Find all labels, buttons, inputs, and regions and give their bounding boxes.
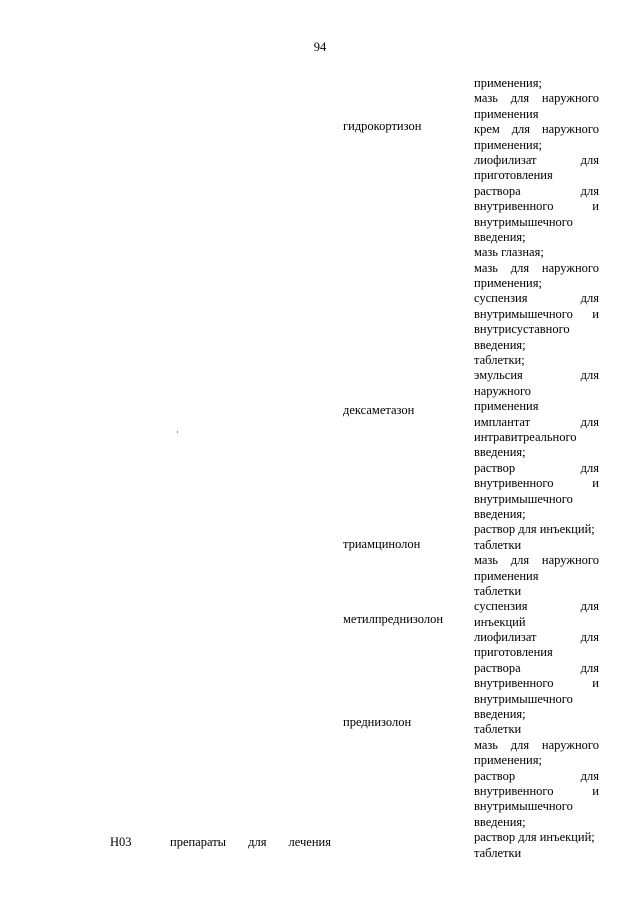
form-line: таблетки: [474, 537, 522, 552]
form-line: таблетки: [474, 722, 522, 737]
atc-group-title: [170, 835, 331, 850]
dosage-forms-column: [474, 76, 599, 861]
form-line: внутривенного и: [474, 676, 599, 691]
form-line: внутримышечного: [474, 799, 573, 814]
form-line: внутримышечного: [474, 214, 573, 229]
form-line: введения;: [474, 814, 526, 829]
drug-name-prednisolone: преднизолон: [343, 715, 412, 729]
form-line: внутривенного и: [474, 476, 599, 491]
page-number: 94: [313, 40, 327, 54]
form-line: мазь глазная;: [474, 245, 544, 260]
form-line: мазь для наружного: [474, 737, 599, 752]
atc-group-word: препараты: [170, 835, 227, 849]
drug-name-triamcinolone: триамцинолон: [343, 537, 421, 551]
form-line: суспензия для: [474, 599, 599, 614]
form-line: наружного: [474, 383, 532, 398]
form-line: применения;: [474, 137, 542, 152]
form-line: введения;: [474, 445, 526, 460]
form-line: имплантат для: [474, 414, 599, 429]
form-line: применения;: [474, 76, 542, 90]
form-line: внутримышечного: [474, 691, 573, 706]
form-line: инъекций: [474, 614, 526, 629]
form-line: применения: [474, 399, 539, 414]
form-line: мазь для наружного: [474, 553, 599, 568]
form-line: применения;: [474, 753, 542, 768]
form-line: внутривенного и: [474, 199, 599, 214]
form-line: раствор для: [474, 768, 599, 783]
form-line: эмульсия для: [474, 368, 599, 383]
form-line: приготовления: [474, 645, 553, 660]
form-line: применения: [474, 568, 539, 583]
form-line: раствора для: [474, 660, 599, 675]
form-line: введения;: [474, 506, 526, 521]
form-line: раствор для инъекций;: [474, 522, 595, 537]
form-line: раствор для инъекций;: [474, 830, 595, 845]
form-line: введения;: [474, 229, 526, 244]
form-line: таблетки: [474, 845, 522, 860]
form-line: приготовления: [474, 168, 553, 183]
drug-name-dexamethasone: дексаметазон: [343, 403, 415, 417]
form-line: интравитреального: [474, 429, 577, 444]
form-line: мазь для наружного: [474, 91, 599, 106]
form-line: суспензия для: [474, 291, 599, 306]
form-line: лиофилизат для: [474, 152, 599, 167]
form-line: таблетки: [474, 583, 522, 598]
form-line: внутримышечного: [474, 491, 573, 506]
form-line: лиофилизат для: [474, 630, 599, 645]
form-line: раствор для: [474, 460, 599, 475]
form-line: введения;: [474, 337, 526, 352]
atc-group-word: лечения: [288, 835, 331, 849]
scan-artifact: [177, 431, 178, 433]
form-line: мазь для наружного: [474, 260, 599, 275]
form-line: внутрисуставного: [474, 322, 570, 337]
form-line: внутримышечного и: [474, 306, 599, 321]
atc-code: H03: [110, 835, 132, 849]
form-line: внутривенного и: [474, 783, 599, 798]
atc-group-word: для: [248, 835, 267, 849]
form-line: применения: [474, 106, 539, 121]
form-line: крем для наружного: [474, 122, 599, 137]
drug-name-hydrocortisone: гидрокортизон: [343, 119, 422, 133]
form-line: введения;: [474, 707, 526, 722]
form-line: раствора для: [474, 183, 599, 198]
form-line: применения;: [474, 276, 542, 291]
form-line: таблетки;: [474, 353, 525, 368]
drug-name-methylprednisolone: метилпреднизолон: [343, 612, 444, 626]
